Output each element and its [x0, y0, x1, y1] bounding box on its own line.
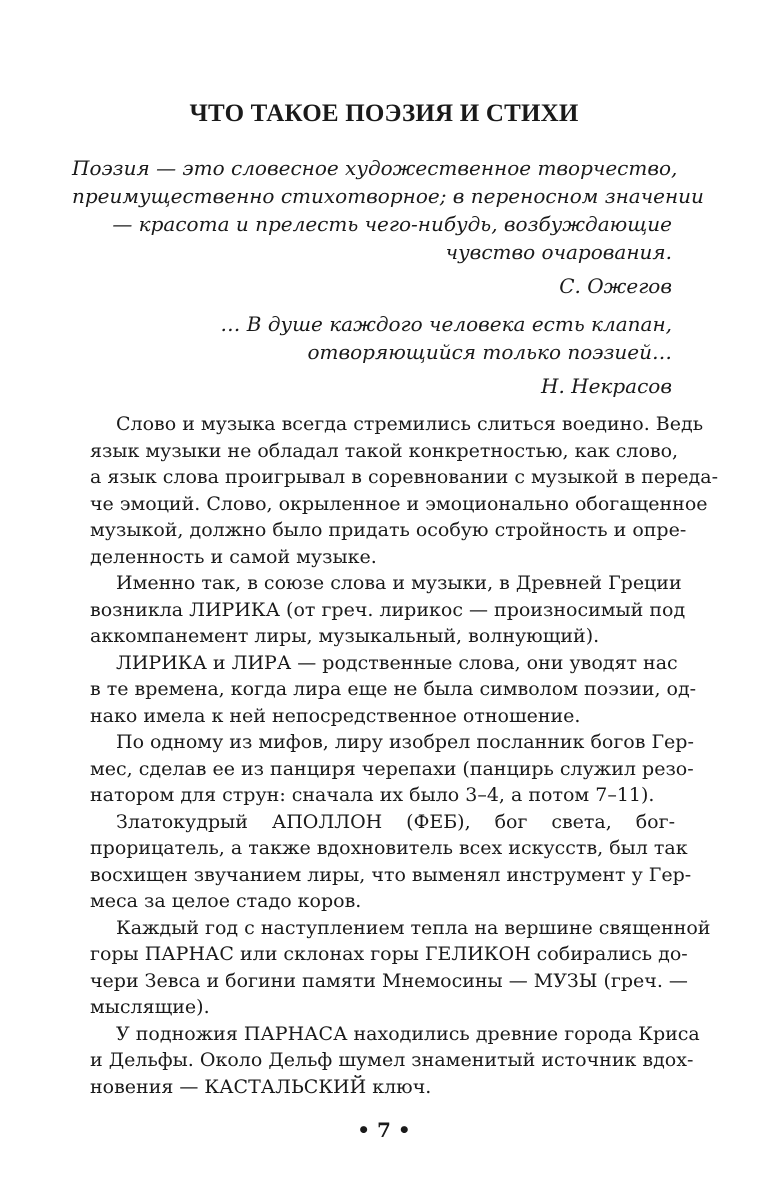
paragraph — [90, 570, 686, 650]
paragraph-line: язык музыки не обладал такой конкретностью, как слово, — [90, 439, 679, 462]
paragraph-line: аккомпанемент лиры, музыкальный, волнующий). — [90, 625, 600, 647]
paragraph-line: Златокудрый АПОЛЛОН (ФЕБ), бог света, бог- — [116, 810, 675, 833]
paragraph — [90, 650, 697, 730]
epigraph-ozhegov — [72, 154, 704, 300]
paragraph-line: Именно так, в союзе слова и музыки, в Древней Греции — [116, 572, 682, 594]
paragraph — [90, 411, 718, 570]
paragraph — [90, 1021, 700, 1101]
paragraph-line: и Дельфы. Около Дельф шумел знаменитый источник вдох- — [90, 1049, 694, 1071]
paragraph — [90, 915, 711, 1021]
paragraph-line: прорицатель, а также вдохновитель всех искусств, был так — [90, 837, 688, 859]
paragraph-line: мыслящие). — [90, 996, 210, 1018]
paragraph-line: Слово и музыка всегда стремились слиться воедино. Ведь — [116, 413, 704, 435]
epigraph-line: преимущественно стихотворное; в переносном значении — [72, 184, 704, 208]
paragraph-line: деленность и самой музыке. — [90, 545, 377, 568]
paragraph-line: нако имела к ней непосредственное отношение. — [90, 704, 581, 727]
paragraph-line: чери Зевса и богини памяти Мнемосины — МУЗЫ (греч. — — [90, 969, 688, 992]
paragraph-line: ЛИРИКА и ЛИРА — родственные слова, они уводят нас — [116, 651, 678, 674]
paragraph-line: в те времена, когда лира еще не была символом поэзии, од- — [90, 678, 697, 700]
chapter-title: ЧТО ТАКОЕ ПОЭЗИЯ И СТИХИ — [189, 100, 579, 127]
body-text — [90, 411, 718, 1100]
paragraph-line: новения — КАСТАЛЬСКИЙ ключ. — [90, 1075, 432, 1098]
page-number: • 7 • — [357, 1118, 411, 1142]
epigraph-nekrasov — [192, 310, 672, 400]
paragraph-line: восхищен звучанием лиры, что выменял инструмент у Гер- — [90, 863, 692, 886]
paragraph-line: горы ПАРНАС или склонах горы ГЕЛИКОН собирались до- — [90, 943, 688, 965]
epigraph-line: чувство очарования. — [445, 240, 672, 264]
epigraph-line: … В душе каждого человека есть клапан, — [220, 312, 672, 336]
paragraph-line: меса за целое стадо коров. — [90, 890, 362, 912]
epigraph-author: Н. Некрасов — [541, 374, 672, 398]
paragraph-line: а язык слова проигрывал в соревновании с музыкой в переда- — [90, 466, 718, 488]
paragraph — [90, 729, 694, 809]
epigraph-author: С. Ожегов — [559, 274, 672, 298]
epigraph-line: отворяющийся только поэзией… — [307, 340, 672, 364]
paragraph-line: По одному из мифов, лиру изобрел посланник богов Гер- — [116, 731, 694, 753]
paragraph-line: натором для струн: сначала их было 3–4, а потом 7–11). — [90, 784, 655, 806]
paragraph-line: Каждый год с наступлением тепла на вершине священной — [116, 916, 711, 939]
paragraph-line: че эмоций. Слово, окрыленное и эмоционально обогащенное — [90, 492, 708, 515]
epigraph-line: Поэзия — это словесное художественное творчество, — [72, 156, 678, 180]
paragraph — [90, 809, 692, 915]
paragraph-line: возникла ЛИРИКА (от греч. лирикос — произносимый под — [90, 598, 686, 621]
paragraph-line: У подножия ПАРНАСА находились древние города Криса — [116, 1022, 700, 1045]
paragraph-line: музыкой, должно было придать особую стройность и опре- — [90, 519, 687, 541]
epigraph-line: — красота и прелесть чего-нибудь, возбуждающие — [112, 212, 672, 236]
paragraph-line: мес, сделав ее из панциря черепахи (панцирь служил резо- — [90, 757, 694, 780]
